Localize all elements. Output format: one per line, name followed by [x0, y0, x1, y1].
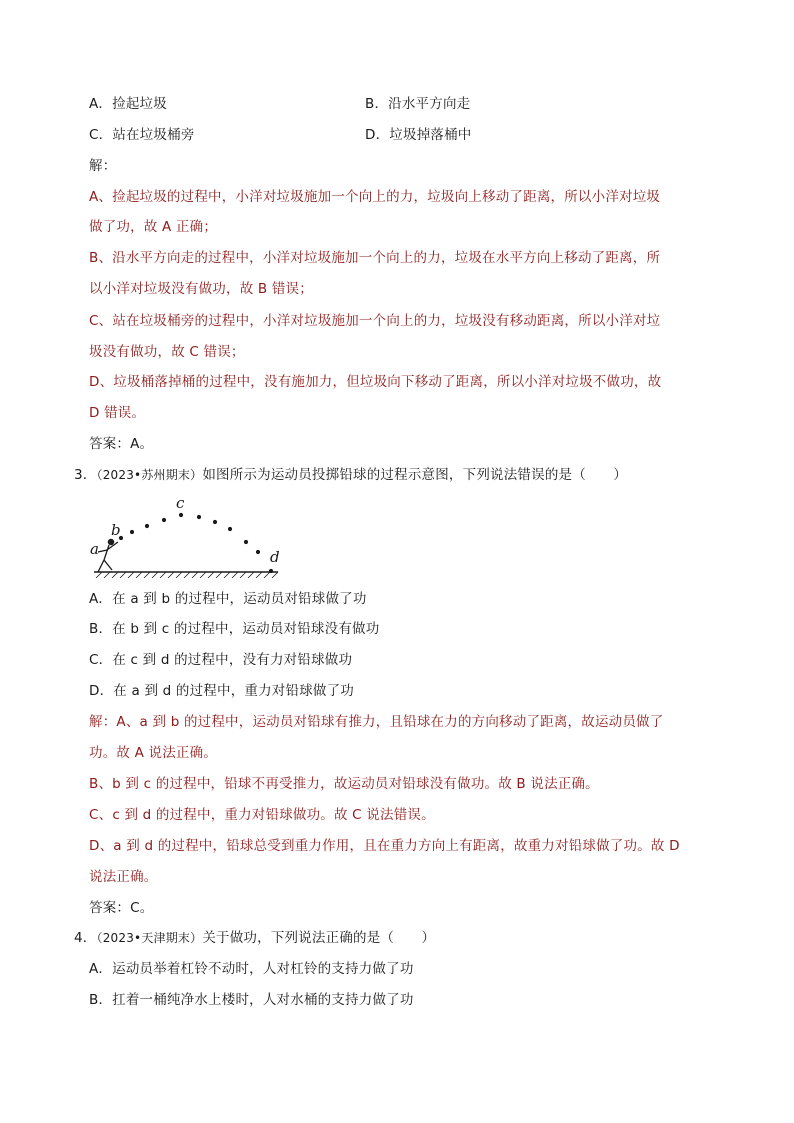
q3-solution-line: D、a 到 d 的过程中，铅球总受到重力作用，且在重力方向上有距离，故重力对铅球做了功。故 D: [89, 838, 680, 854]
q2-option-c: C．站在垃圾桶旁: [89, 127, 195, 143]
ground-hatching: [96, 572, 278, 578]
q4-number: 4．: [74, 930, 97, 946]
q3-option-d: D．在 a 到 d 的过程中，重力对铅球做了功: [89, 683, 355, 699]
shot-put-trajectory-figure: [88, 490, 288, 580]
q2-answer: 答案：A。: [89, 436, 154, 452]
q3-stem: 如图所示为运动员投掷铅球的过程示意图，下列说法错误的是（ ）: [202, 467, 628, 483]
label-b: b: [111, 521, 121, 539]
q4-option-b: B．扛着一桶纯净水上楼时，人对水桶的支持力做了功: [89, 992, 414, 1008]
label-a: a: [90, 540, 99, 558]
q2-option-b: B．沿水平方向走: [365, 96, 471, 112]
q2-solution-line: 以小洋对垃圾没有做功，故 B 错误；: [89, 281, 313, 297]
q4-stem: 关于做功，下列说法正确的是（ ）: [202, 930, 436, 946]
q2-solution-line: B、沿水平方向走的过程中，小洋对垃圾施加一个向上的力，垃圾在水平方向上移动了距离，所: [89, 250, 661, 266]
q3-number: 3．: [74, 467, 97, 483]
q2-option-row-2: [89, 126, 472, 144]
q2-option-d: D．垃圾掉落桶中: [365, 127, 472, 143]
q3-stem-line: [74, 466, 627, 484]
q3-solution-line: 说法正确。: [89, 869, 158, 885]
q3-option-c: C．在 c 到 d 的过程中，没有力对铅球做功: [89, 652, 353, 668]
q2-solution-line: D 错误。: [89, 405, 146, 421]
athlete-figure: [98, 539, 118, 572]
q2-solution-line: 做了功，故 A 正确；: [89, 219, 218, 235]
q2-option-a: A．捡起垃圾: [89, 96, 167, 112]
label-c: c: [176, 494, 185, 512]
q3-solution-line: 解：A、a 到 b 的过程中，运动员对铅球有推力，且铅球在力的方向移动了距离，故运动员做了: [89, 714, 664, 730]
q3-option-a: A．在 a 到 b 的过程中，运动员对铅球做了功: [89, 591, 367, 607]
q4-option-a: A．运动员举着杠铃不动时，人对杠铃的支持力做了功: [89, 961, 414, 977]
q2-solution-label: 解：: [89, 158, 117, 174]
label-d: d: [270, 548, 280, 566]
q4-source: （2023•天津期末）: [96, 931, 203, 945]
q3-solution-line: 功。故 A 说法正确。: [89, 745, 218, 761]
q3-solution-line: C、c 到 d 的过程中，重力对铅球做功。故 C 说法错误。: [89, 807, 435, 823]
q3-source: （2023•苏州期末）: [96, 468, 203, 482]
q3-answer: 答案：C。: [89, 900, 154, 916]
q2-solution-line: C、站在垃圾桶旁的过程中，小洋对垃圾施加一个向上的力，垃圾没有移动距离，所以小洋对垃: [89, 313, 661, 329]
q2-solution-line: 圾没有做功，故 C 错误；: [89, 344, 245, 360]
q4-stem-line: [74, 929, 435, 947]
q2-option-row-1: [89, 95, 471, 113]
q2-solution-line: D、垃圾桶落掉桶的过程中，没有施加力，但垃圾向下移动了距离，所以小洋对垃圾不做功，故: [89, 374, 662, 390]
q2-solution-line: A、捡起垃圾的过程中，小洋对垃圾施加一个向上的力，垃圾向上移动了距离，所以小洋对垃圾: [89, 189, 661, 205]
trajectory-dots: [119, 513, 273, 573]
q3-solution-line: B、b 到 c 的过程中，铅球不再受推力，故运动员对铅球没有做功。故 B 说法正确。: [89, 776, 599, 792]
q3-option-b: B．在 b 到 c 的过程中，运动员对铅球没有做功: [89, 621, 380, 637]
